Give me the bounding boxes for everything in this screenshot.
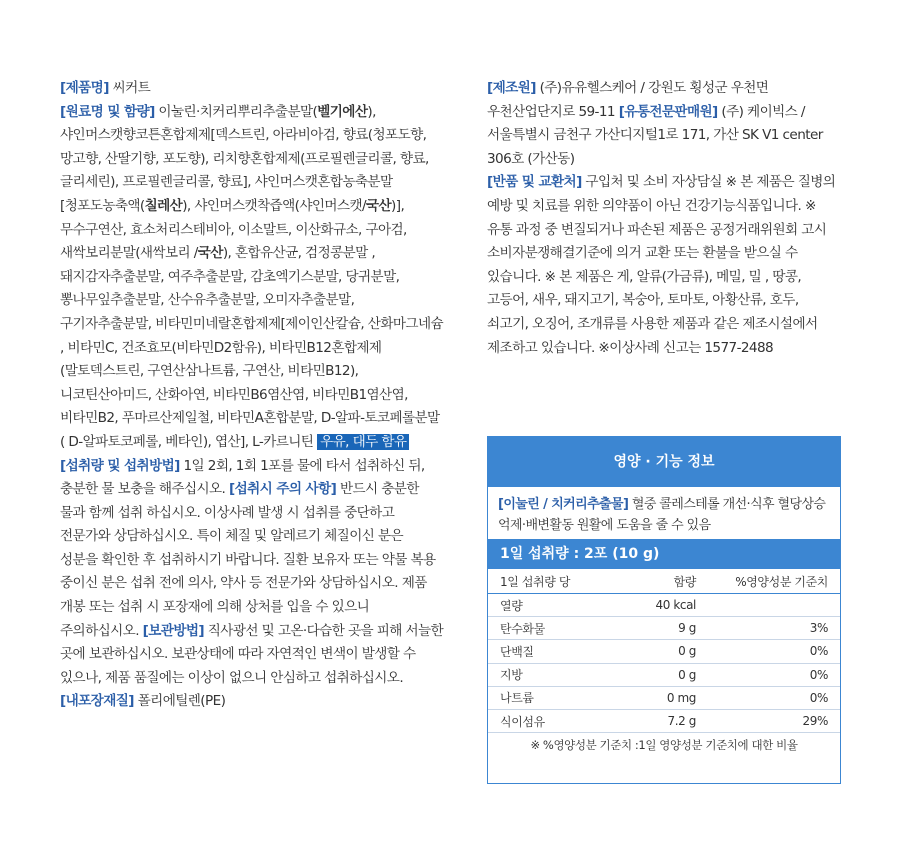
seller-label: [유통전문판매원] — [618, 103, 718, 120]
product-name: 씨커트 — [112, 80, 151, 96]
product-name-section — [60, 77, 444, 101]
nutrient-dv: 0% — [696, 686, 840, 709]
table-header-row — [488, 569, 840, 594]
serving-size: 1일 섭취량 : 2포 (10 g) — [488, 539, 840, 569]
intake-label: [섭취량 및 섭취방법] — [60, 457, 180, 474]
nutrition-footnote: ※ %영양성분 기준치 :1일 영양성분 기준치에 대한 비율 — [530, 738, 798, 753]
col-header-dv: %영양성분 기준치 — [696, 569, 840, 594]
function-claim — [488, 487, 840, 539]
ingredients-text: 이눌린·치커리뿌리추출분말( — [158, 103, 318, 120]
caution-label: [섭취시 주의 사항] — [229, 481, 337, 498]
nutrient-name: 단백질 — [488, 640, 630, 663]
table-row — [488, 594, 840, 617]
nutrient-amount: 0 g — [630, 663, 696, 686]
packaging-label: [내포장재질] — [60, 693, 134, 710]
col-header-amount: 함량 — [630, 569, 696, 594]
maker-section — [487, 77, 841, 171]
function-text: 혈중 콜레스테롤 개선·식후 혈당상승 억제·배변활동 원활에 도움을 줄 수 있음 — [498, 497, 826, 533]
col-header-per-serving: 1일 섭취량 당 — [488, 569, 630, 594]
nutrient-name: 식이섬유 — [488, 709, 630, 732]
nutrient-dv: 29% — [696, 709, 840, 732]
nutrient-dv: 0% — [696, 663, 840, 686]
intake-text: 1일 2회, 1회 1포를 물에 타서 섭취하신 뒤, 충분한 물 보충을 해주십시오. — [60, 457, 425, 498]
nutrient-name: 나트륨 — [488, 686, 630, 709]
nutrient-dv: 0% — [696, 640, 840, 663]
origin-chile: 칠레산 — [144, 197, 183, 214]
nutrient-name: 열량 — [488, 594, 630, 617]
ingredients-section — [60, 101, 444, 455]
ingredients-text: ), 혼합유산균, 검정콩분말 , 돼지감자추출분말, 여주추출분말, 감초엑기스분말, 당귀분말, 뽕나무잎추출분말, 산수유추출분말, 오미자추출분말, 구기자추출분말, 비타민미네랄혼합제제[제이인산칼슘, 산화마그네슘 , 비타민C, 건조효모(비타민D2함유), 비타민B12혼합제제(말토덱스트린, 구연산삼나트륨, 구연산, 비타민B12), 니코틴산아미드, 산화아연, 비타민B6염산염, 비타민B1염산염, 비타민B2, 푸마르산제일철, 비타민A혼합분말, D-알파-토코페롤분말( D-알파토코페롤, 베타인), 엽산], L-카르니틴 — [60, 245, 444, 450]
storage-label: [보관방법] — [142, 622, 205, 639]
maker-text: (주)유유헬스케어 / 강원도 횡성군 우천면 우천산업단지로 59-11 — [487, 80, 769, 120]
origin-belgium: 벨기에산 — [317, 103, 368, 120]
product-name-label: [제품명] — [60, 80, 109, 96]
ingredients-text: ), 샤인머스캣착즙액(샤인머스캣/ — [182, 197, 366, 214]
nutrient-name: 지방 — [488, 663, 630, 686]
nutrient-dv: 3% — [696, 617, 840, 640]
nutrient-amount: 0 mg — [630, 686, 696, 709]
nutrition-panel — [487, 436, 841, 784]
nutrient-amount: 0 g — [630, 640, 696, 663]
intake-section — [60, 455, 444, 691]
nutrient-name: 탄수화물 — [488, 617, 630, 640]
caution-text: 반드시 충분한 물과 함께 섭취 하십시오. 이상사례 발생 시 섭취를 중단하고 전문가와 상담하십시오. 특이 체질 및 알레르기 체질이신 분은 성분을 확인한 후 섭취하시기 바랍니다. 질환 보유자 또는 약물 복용 중이신 분은 섭취 전에 의사, 약사 등 전문가와 상담하십시오. 제품 개봉 또는 섭취 시 포장재에 의해 상처를 입을 수 있으니 주의하십시오. — [60, 481, 436, 639]
nutrient-amount: 40 kcal — [630, 594, 696, 617]
function-label: [이눌린 / 치커리추출물] — [498, 497, 629, 512]
nutrient-amount: 9 g — [630, 617, 696, 640]
storage-text: 직사광선 및 고온·다습한 곳을 피해 서늘한 곳에 보관하십시오. 보관상태에 따라 자연적인 변색이 발생할 수 있으나, 제품 품질에는 이상이 없으니 안심하고 섭취하십시오. — [60, 622, 444, 686]
return-section — [487, 171, 841, 360]
origin-korea: 국산 — [365, 197, 392, 214]
nutrition-title: 영양 · 기능 정보 — [488, 437, 840, 487]
right-column — [487, 77, 841, 360]
table-row — [488, 640, 840, 663]
return-text: 구입처 및 소비 자상담실 ※ 본 제품은 질병의 예방 및 치료를 위한 의약품이 아닌 건강기능식품입니다. ※ 유통 과정 중 변질되거나 파손된 제품은 공정거래위원회 고시 소비자분쟁해결기준에 의거 교환 또는 환불을 받으실 수 있습니다. ※ 본 제품은 게, 알류(가금류), 메밀, 밀 , 땅콩, 고등어, 새우, 돼지고기, 복숭아, 토마토, 아황산류, 호두, 쇠고기, 오징어, 조개류를 사용한 제품과 같은 제조시설에서 제조하고 있습니다. ※이상사례 신고는 1577-2488 — [487, 174, 836, 356]
table-row — [488, 617, 840, 640]
allergen-badge: 우유, 대두 함유 — [317, 434, 409, 450]
nutrient-dv — [696, 594, 840, 617]
origin-korea: 국산 — [197, 245, 223, 262]
nutrient-amount: 7.2 g — [630, 709, 696, 732]
ingredients-text: )], 무수구연산, 효소처리스테비아, 이소말트, 이산화규소, 구아검, 새싹보리분말(새싹보리 / — [60, 197, 407, 262]
table-row — [488, 709, 840, 732]
table-row — [488, 663, 840, 686]
return-label: [반품 및 교환처] — [487, 174, 582, 191]
left-column — [60, 77, 444, 714]
seller-text: (주) 케이빅스 / 서울특별시 금천구 가산디지털1로 171, 가산 SK V1 center 306호 (가산동) — [487, 103, 823, 167]
ingredients-text: ), 샤인머스캣향코튼혼합제제[덱스트린, 아라비아검, 향료(청포도향, 망고향, 산딸기향, 포도향), 리치향혼합제제(프로필렌글리콜, 향료, 글리세린), 프로필렌글리콜, 향료], 샤인머스캣혼합농축분말[청포도농축액( — [60, 103, 429, 214]
table-row — [488, 686, 840, 709]
packaging-section — [60, 690, 444, 714]
ingredients-label: [원료명 및 함량] — [60, 103, 155, 120]
maker-label: [제조원] — [487, 80, 536, 96]
packaging-text: 폴리에틸렌(PE) — [137, 693, 226, 710]
nutrition-table — [488, 569, 840, 733]
